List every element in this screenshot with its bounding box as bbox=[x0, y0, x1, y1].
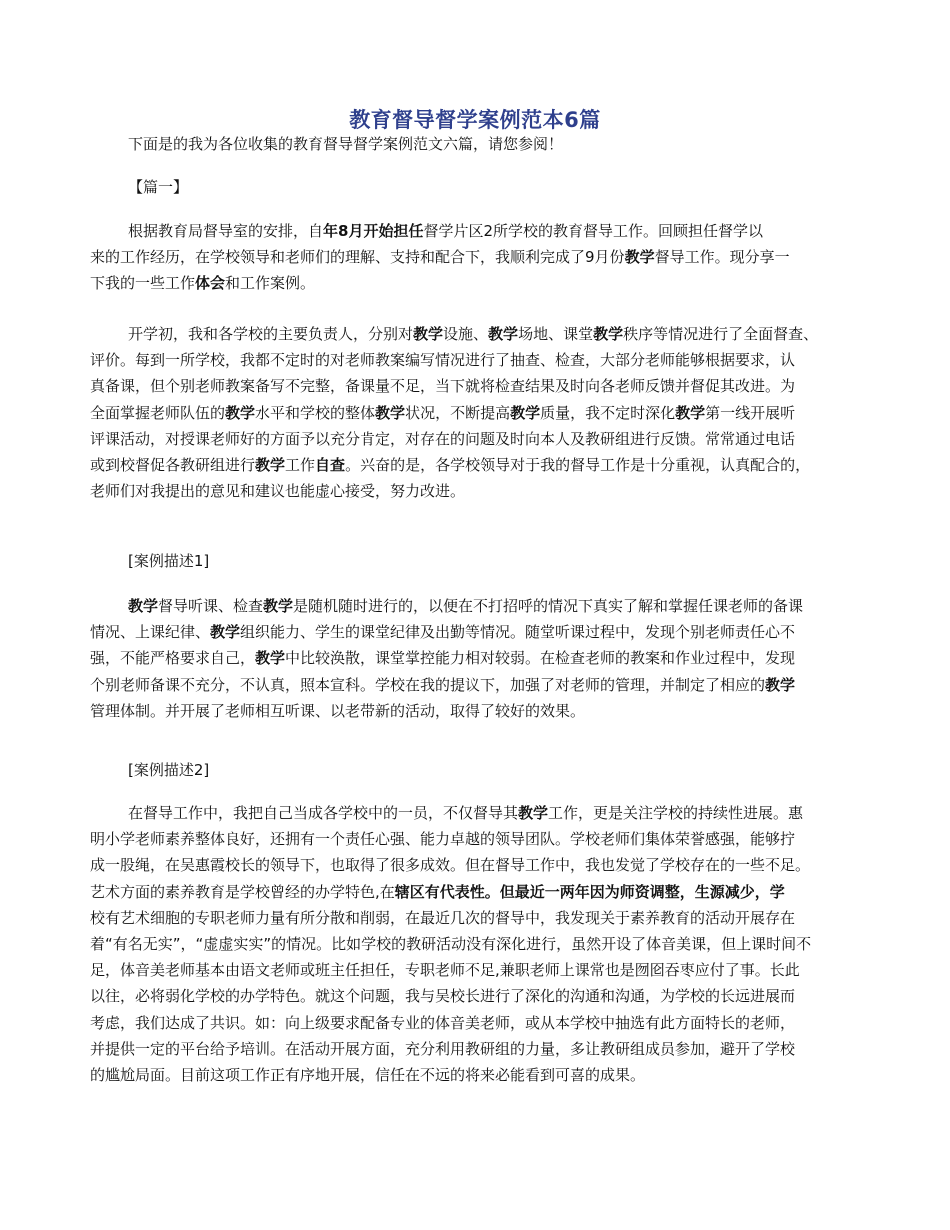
paragraph-3-line: 强，不能严格要求自己，教学中比较涣散，课堂掌控能力相对较弱。在检查老师的教案和作业过程中，发现 bbox=[90, 649, 796, 668]
paragraph-3-line: 管理体制。并开展了老师相互听课、以老带新的活动，取得了较好的效果。 bbox=[90, 701, 586, 720]
paragraph-2-line: 评课活动，对授课老师好的方面予以充分肯定，对存在的问题及时向本人及教研组进行反馈。常常通过电话 bbox=[90, 429, 796, 448]
paragraph-2-line: 老师们对我提出的意见和建议也能虚心接受，努力改进。 bbox=[90, 482, 466, 501]
paragraph-3-line: 情况、上课纪律、教学组织能力、学生的课堂纪律及出勤等情况。随堂听课过程中，发现个别老师责任心不 bbox=[90, 623, 796, 642]
intro-line: 下面是的我为各位收集的教育督导督学案例范文六篇，请您参阅！ bbox=[128, 135, 564, 153]
paragraph-4-line: 在督导工作中，我把自己当成各学校中的一员，不仅督导其教学工作，更是关注学校的持续性进展。惠 bbox=[128, 804, 804, 822]
paragraph-4-line: 校有艺术细胞的专职老师力量有所分散和削弱，在最近几次的督导中，我发现关于素养教育的活动开展存在 bbox=[90, 908, 796, 927]
paragraph-4-line: 的尴尬局面。目前这项工作正有序地开展，信任在不远的将来必能看到可喜的成果。 bbox=[90, 1066, 646, 1084]
paragraph-4-line: 成一股绳，在吴惠霞校长的领导下，也取得了很多成效。但在督导工作中，我也发觉了学校存在的一些不足。 bbox=[90, 856, 811, 875]
paragraph-2-line: 或到校督促各教研组进行教学工作自查。兴奋的是，各学校领导对于我的督导工作是十分重视，认真配合的， bbox=[90, 456, 811, 474]
paragraph-4-line: 明小学老师素养整体良好，还拥有一个责任心强、能力卓越的领导团队。学校老师们集体荣誉感强，能够拧 bbox=[90, 830, 796, 849]
paragraph-4-line: 着“有名无实”，“虚虚实实”的情况。比如学校的教研活动没有深化进行，虽然开设了体音美课，但上课时间不 bbox=[90, 935, 812, 953]
paragraph-4-line: 考虑，我们达成了共识。如：向上级要求配备专业的体音美老师，或从本学校中抽选有此方面特长的老师， bbox=[90, 1013, 796, 1032]
paragraph-1-line: 来的工作经历，在学校领导和老师们的理解、支持和配合下，我顺利完成了9月份教学督导工作。现分享一 bbox=[90, 248, 790, 267]
case-label-1: [案例描述1] bbox=[128, 552, 210, 570]
paragraph-1-line: 根据教育局督导室的安排，自年8月开始担任督学片区2所学校的教育督导工作。回顾担任督学以 bbox=[128, 222, 764, 240]
paragraph-4-line: 并提供一定的平台给予培训。在活动开展方面，充分利用教研组的力量，多让教研组成员参加，避开了学校 bbox=[90, 1039, 796, 1058]
paragraph-3-line: 个别老师备课不充分，不认真，照本宣科。学校在我的提议下，加强了对老师的管理，并制定了相应的教学 bbox=[90, 675, 796, 694]
case-label-2: [案例描述2] bbox=[128, 761, 210, 779]
paragraph-2-line: 评价。每到一所学校，我都不定时的对老师教案编写情况进行了抽查、检查，大部分老师能够根据要求，认 bbox=[90, 351, 796, 370]
paragraph-2-line: 真备课，但个别老师教案备写不完整，备课量不足，当下就将检查结果及时向各老师反馈并督促其改进。为 bbox=[90, 377, 796, 396]
paragraph-4-line: 足，体音美老师基本由语文老师或班主任担任，专职老师不足,兼职老师上课常也是囫囵吞枣应付了事。长此 bbox=[90, 961, 800, 980]
paragraph-4-line: 艺术方面的素养教育是学校曾经的办学特色,在辖区有代表性。但最近一两年因为师资调整，生源减少，学 bbox=[90, 882, 785, 901]
paragraph-3-line: 教学督导听课、检查教学是随机随时进行的，以便在不打招呼的情况下真实了解和掌握任课老师的备课 bbox=[128, 597, 804, 615]
paragraph-2-line: 开学初，我和各学校的主要负责人，分别对教学设施、教学场地、课堂教学秩序等情况进行了全面督查、 bbox=[128, 325, 819, 343]
section-heading: 【篇一】 bbox=[128, 178, 189, 196]
paragraph-2-line: 全面掌握老师队伍的教学水平和学校的整体教学状况，不断提高教学质量，我不定时深化教学第一线开展听 bbox=[90, 403, 796, 422]
paragraph-1-line: 下我的一些工作体会和工作案例。 bbox=[90, 274, 316, 293]
document-title: 教育督导督学案例范本6篇 bbox=[349, 108, 601, 132]
paragraph-4-line: 以往，必将弱化学校的办学特色。就这个问题，我与吴校长进行了深化的沟通和沟通，为学校的长远进展而 bbox=[90, 987, 796, 1006]
